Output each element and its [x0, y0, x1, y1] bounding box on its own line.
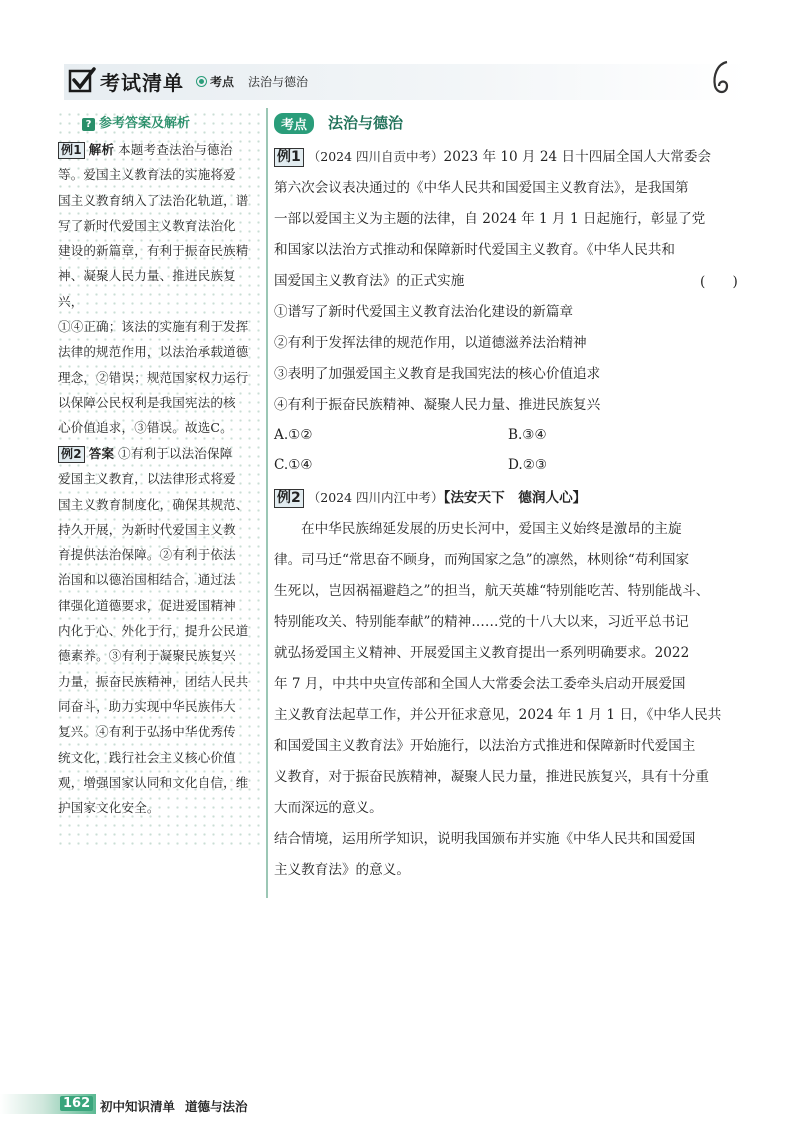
- option-b: B.③④: [508, 427, 547, 443]
- stem-text-line: 一部以爱国主义为主题的法律，自 2024 年 1 月 1 日起施行，彰显了党: [274, 211, 706, 227]
- answer-text-line: 写了新时代爱国主义教育法治化: [58, 217, 236, 233]
- stem-text-line: 国爱国主义教育法》的正式实施: [274, 273, 465, 289]
- answer-text-line: 力量，振奋民族精神，团结人民共: [58, 673, 249, 689]
- answer-text-line: 国主义教育制度化，确保其规范、: [58, 496, 249, 512]
- answer-text-line: 律强化道德要求，促进爱国精神: [58, 597, 236, 613]
- statement-1: ①谱写了新时代爱国主义教育法治化建设的新篇章: [274, 304, 574, 320]
- example1-label: 例1: [274, 148, 304, 167]
- ex2-tag: 答案: [88, 446, 115, 461]
- example1-line: [274, 141, 750, 173]
- option-c: C.①④: [274, 457, 313, 473]
- answer-text-line: 本题考查法治与德治: [118, 142, 233, 157]
- ex1-label: 例1: [58, 142, 85, 159]
- statement-3: ③表明了加强爱国主义教育是我国宪法的核心价值追求: [274, 366, 601, 382]
- passage-line: 和国爱国主义教育法》开始施行，以法治方式推进和保障新时代爱国主: [274, 738, 696, 754]
- subject: 道德与法治: [185, 1099, 248, 1114]
- question-line: 主义教育法》的意义。: [274, 862, 410, 878]
- kaodian-topic: 法治与德治: [248, 75, 309, 89]
- answer-heading-text: 参考答案及解析: [99, 116, 191, 131]
- example2-label: 例2: [274, 489, 304, 508]
- answer-text-line: 神、凝聚人民力量、推进民族复兴，: [58, 268, 236, 309]
- answer-text-line: 统文化，践行社会主义核心价值: [58, 749, 236, 765]
- checkbox-icon: [68, 66, 96, 94]
- statement-2: ②有利于发挥法律的规范作用，以道德滋养法治精神: [274, 335, 587, 351]
- answer-ex2: [58, 441, 260, 820]
- statement-4: ④有利于振奋民族精神、凝聚人民力量、推进民族复兴: [274, 397, 601, 413]
- passage-line: 特别能攻关、特别能奉献”的精神……党的十八大以来，习近平总书记: [274, 614, 689, 630]
- answer-text-line: 内化于心、外化于行，提升公民道: [58, 623, 249, 639]
- answer-text-line: 护国家文化安全。: [58, 800, 160, 816]
- column-divider: [266, 108, 268, 898]
- section-title: 考试清单: [100, 71, 184, 95]
- passage-line: 主义教育法起草工作，并公开征求意见，2024 年 1 月 1 日，《中华人民共: [274, 707, 722, 723]
- answer-text-line: 理念，②错误；规范国家权力运行: [58, 369, 249, 385]
- stem-text-line: 第六次会议表决通过的《中华人民共和国爱国主义教育法》，是我国第: [274, 180, 689, 196]
- footer-text: [100, 1097, 258, 1115]
- answer-text-line: 育提供法治保障。②有利于依法: [58, 547, 236, 563]
- passage-line: 就弘扬爱国主义精神、开展爱国主义教育提出一系列明确要求。2022: [274, 645, 690, 661]
- passage-line: 年 7 月，中共中央宣传部和全国人大常委会法工委牵头启动开展爱国: [274, 676, 686, 692]
- question-line: 结合情境，运用所学知识，说明我国颁布并实施《中华人民共和国爱国: [274, 831, 696, 847]
- question-mark-icon: ?: [82, 118, 95, 131]
- answer-text-line: 观，增强国家认同和文化自信，维: [58, 774, 249, 790]
- answer-blank: ( ): [700, 274, 738, 290]
- swirl-decoration-icon: [705, 58, 737, 98]
- book-title: 初中知识清单: [100, 1099, 176, 1114]
- passage-line: 生死以，岂因祸福避趋之”的担当，航天英雄“特别能吃苦、特别能战斗、: [274, 583, 710, 599]
- answer-text-line: 心价值追求，③错误。故选C。: [58, 420, 233, 436]
- header-kaodian: [196, 73, 308, 90]
- answer-text-line: 持久开展，为新时代爱国主义教: [58, 521, 236, 537]
- example2: [274, 482, 750, 886]
- answer-text-line: 以保障公民权利是我国宪法的核: [58, 394, 236, 410]
- stem-text-line: 和国家以法治方式推动和保障新时代爱国主义教育。《中华人民共和: [274, 242, 676, 258]
- passage-line: 大而深远的意义。: [274, 800, 383, 816]
- option-a: A.①②: [274, 427, 313, 443]
- passage-line: 律。司马迁“常思奋不顾身，而殉国家之急”的凛然，林则徐“苟利国家: [274, 552, 690, 568]
- example1-stem: [274, 141, 750, 421]
- answer-text-line: 爱国主义教育，以法律形式将爱: [58, 471, 236, 487]
- answer-text-line: 复兴。④有利于弘扬中华优秀传: [58, 724, 236, 740]
- answer-text-line: ①④正确；该法的实施有利于发挥: [58, 319, 249, 335]
- answer-ex2-line: [58, 441, 260, 466]
- example2-source: （2024 四川内江中考）: [307, 490, 444, 505]
- stem-text-line: 2023 年 10 月 24 日十四届全国人大常委会: [443, 149, 712, 165]
- answer-text-line: 德素养。③有利于凝聚民族复兴: [58, 648, 236, 664]
- example1-source: （2024 四川自贡中考）: [307, 149, 444, 164]
- ex2-label: 例2: [58, 446, 85, 463]
- answer-text-line: 等。爱国主义教育法的实施将爱: [58, 167, 236, 183]
- example2-title: 【法安天下 德润人心】: [443, 490, 587, 506]
- passage-line: 义教育，对于振奋民族精神，凝聚人民力量，推进民族复兴，具有十分重: [274, 769, 709, 785]
- answer-heading: [82, 112, 190, 131]
- ex1-tag: 解析: [88, 142, 115, 157]
- example2-head: [274, 482, 750, 514]
- kaodian-dot-icon: [196, 76, 207, 87]
- kaodian-label: 考点: [210, 75, 235, 89]
- answer-ex1: [58, 137, 260, 441]
- answer-text-line: 法律的规范作用，以法治承载道德: [58, 344, 249, 360]
- kaodian-title: 法治与德治: [328, 114, 404, 132]
- passage-line: 在中华民族绵延发展的历史长河中，爱国主义始终是激昂的主旋: [301, 521, 682, 537]
- answer-ex1-line: [58, 137, 260, 162]
- page-number: 162: [60, 1096, 93, 1111]
- kaodian-tag: 考点: [274, 113, 314, 134]
- answer-text-line: ①有利于以法治保障: [118, 446, 233, 461]
- answer-text-line: 国主义教育纳入了法治化轨道，谱: [58, 192, 249, 208]
- option-d: D.②③: [508, 457, 548, 473]
- answer-text-line: 建设的新篇章，有利于振奋民族精: [58, 243, 249, 259]
- answer-text-line: 同奋斗，助力实现中华民族伟大: [58, 698, 236, 714]
- answer-text-line: 治国和以德治国相结合，通过法: [58, 572, 236, 588]
